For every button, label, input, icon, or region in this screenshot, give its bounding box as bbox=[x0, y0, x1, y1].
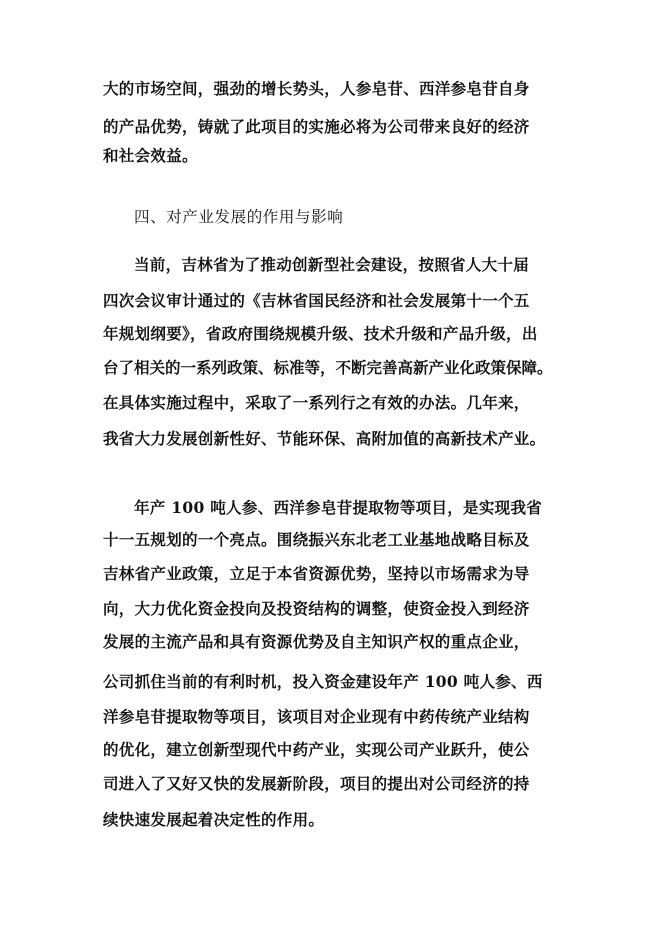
text-line: 大的市场空间，强劲的增长势头，人参皂苷、西洋参皂苷自身 bbox=[103, 79, 530, 98]
text-line: 的优化，建立创新型现代中药产业，实现公司产业跃升，使公 bbox=[103, 740, 530, 759]
text-line: 司进入了又好又快的发展新阶段，项目的提出对公司经济的持 bbox=[103, 774, 530, 793]
text-line: 续快速发展起着决定性的作用。 bbox=[103, 810, 325, 829]
text-line: 和社会效益。 bbox=[103, 146, 198, 165]
text-line: 年规划纲要》，省政府围绕规模升级、技术升级和产品升级，出 bbox=[103, 324, 538, 343]
text-line: 当前，吉林省为了推动创新型社会建设，按照省人大十届 bbox=[134, 255, 530, 274]
text-line: 年产 100 吨人参、西洋参皂苷提取物等项目，是实现我省 bbox=[134, 498, 543, 517]
text-line: 向，大力优化资金投向及投资结构的调整，使资金投入到经济 bbox=[103, 599, 530, 618]
text-line: 的产品优势，铸就了此项目的实施必将为公司带来良好的经济 bbox=[103, 117, 530, 136]
text-line: 公司抓住当前的有利时机，投入资金建设年产 100 吨人参、西 bbox=[103, 672, 543, 691]
text-line: 吉林省产业政策，立足于本省资源优势，坚持以市场需求为导 bbox=[103, 564, 530, 583]
text-line: 四次会议审计通过的《吉林省国民经济和社会发展第十一个五 bbox=[103, 291, 530, 310]
text-line: 我省大力发展创新性好、节能环保、高附加值的高新技术产业。 bbox=[103, 429, 546, 448]
text-line: 十一五规划的一个亮点。围绕振兴东北老工业基地战略目标及 bbox=[103, 530, 530, 549]
text-line: 台了相关的一系列政策、标准等，不断完善高新产业化政策保障。 bbox=[103, 358, 553, 377]
text-line: 在具体实施过程中，采取了一系列行之有效的办法。几年来， bbox=[103, 393, 530, 412]
section-heading: 四、对产业发展的作用与影响 bbox=[134, 208, 344, 226]
text-line: 洋参皂苷提取物等项目，该项目对企业现有中药传统产业结构 bbox=[103, 707, 530, 726]
text-line: 发展的主流产品和具有资源优势及自主知识产权的重点企业， bbox=[103, 632, 530, 651]
